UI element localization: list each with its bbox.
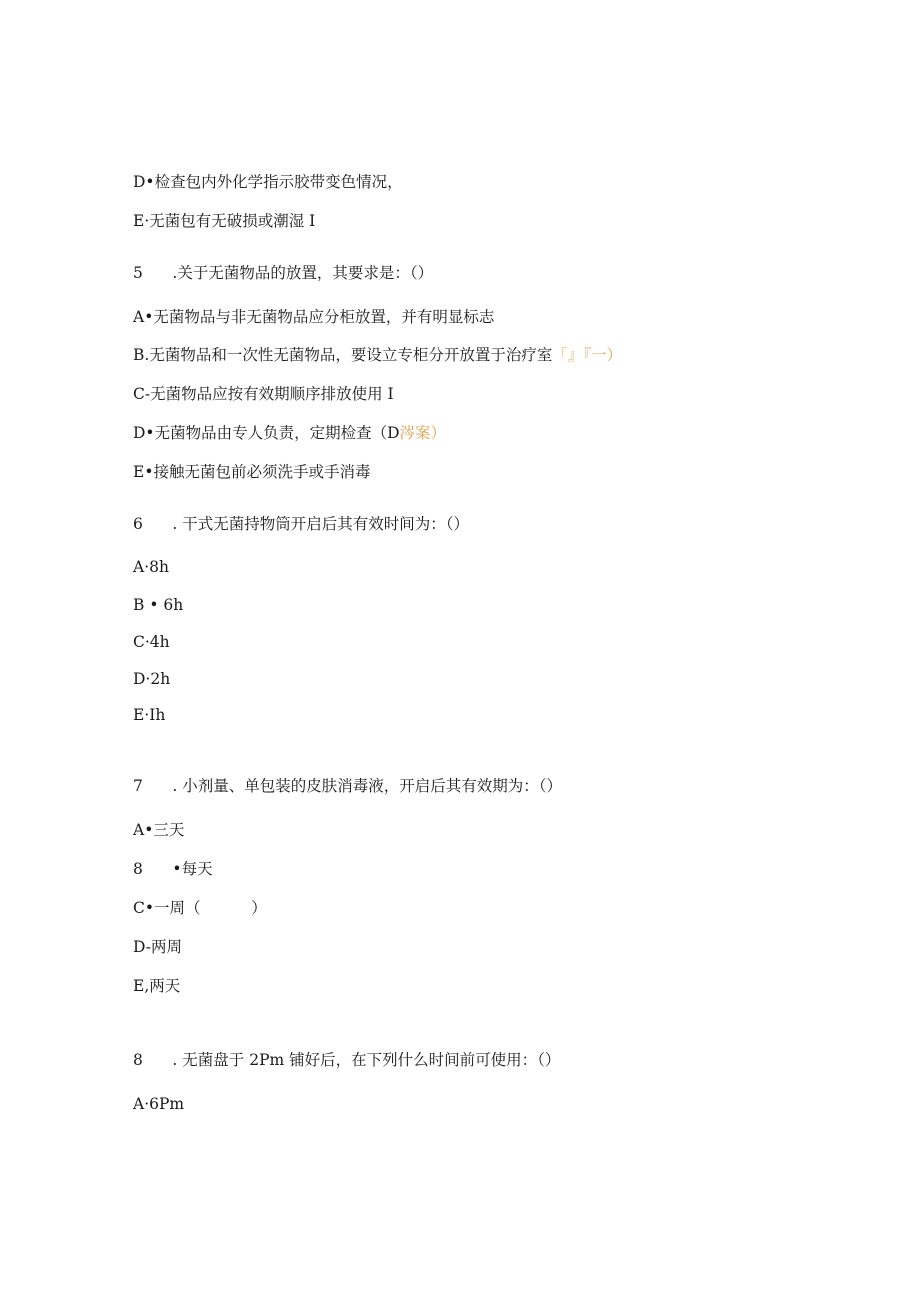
option-a-q5: A•无菌物品与非无菌物品应分柜放置，并有明显标志 <box>133 308 495 326</box>
option-e-q4: E·无菌包有无破损或潮湿 I <box>133 212 316 230</box>
option-a-q7: A•三天 <box>133 821 185 839</box>
option-e-q6: E·Ih <box>133 706 166 724</box>
option-c-q6: C·4h <box>133 633 170 651</box>
option-e-q5: E•接触无菌包前必须洗手或手消毒 <box>133 463 371 481</box>
option-d-q4: D•检查包内外化学指示胶带变色情况， <box>133 173 403 191</box>
question-8: 8 . 无菌盘于 2Pm 铺好后，在下列什么时间前可使用：（） <box>133 1051 561 1069</box>
option-a-q6: A·8h <box>133 558 169 576</box>
option-d-q5-accent: 涔案） <box>399 424 447 442</box>
question-6: 6 . 干式无菌持物筒开启后其有效时间为：（） <box>133 515 470 533</box>
question-7: 7 . 小剂量、单包装的皮肤消毒液，开启后其有效期为：（） <box>133 777 563 795</box>
option-d-q5-text: D•无菌物品由专人负责，定期检查（D <box>133 424 400 442</box>
option-b-q5-accent: 「』『一） <box>552 346 623 364</box>
option-b-q7: 8 •每天 <box>133 860 213 878</box>
option-d-q6: D·2h <box>133 670 171 688</box>
option-e-q7: E,两天 <box>133 977 181 995</box>
option-b-q5-text: B.无菌物品和一次性无菌物品，要设立专柜分开放置于治疗室 <box>133 346 553 364</box>
option-b-q5 <box>133 345 622 365</box>
option-d-q7: D-两周 <box>133 938 182 956</box>
option-c-q7: C•一周（ ） <box>133 899 267 917</box>
question-5: 5 .关于无菌物品的放置，其要求是：（） <box>133 264 434 282</box>
option-d-q5 <box>133 423 446 443</box>
option-a-q8: A·6Pm <box>133 1095 185 1113</box>
option-c-q5: C-无菌物品应按有效期顺序排放使用 I <box>133 385 394 403</box>
option-b-q6: B • 6h <box>133 596 184 614</box>
